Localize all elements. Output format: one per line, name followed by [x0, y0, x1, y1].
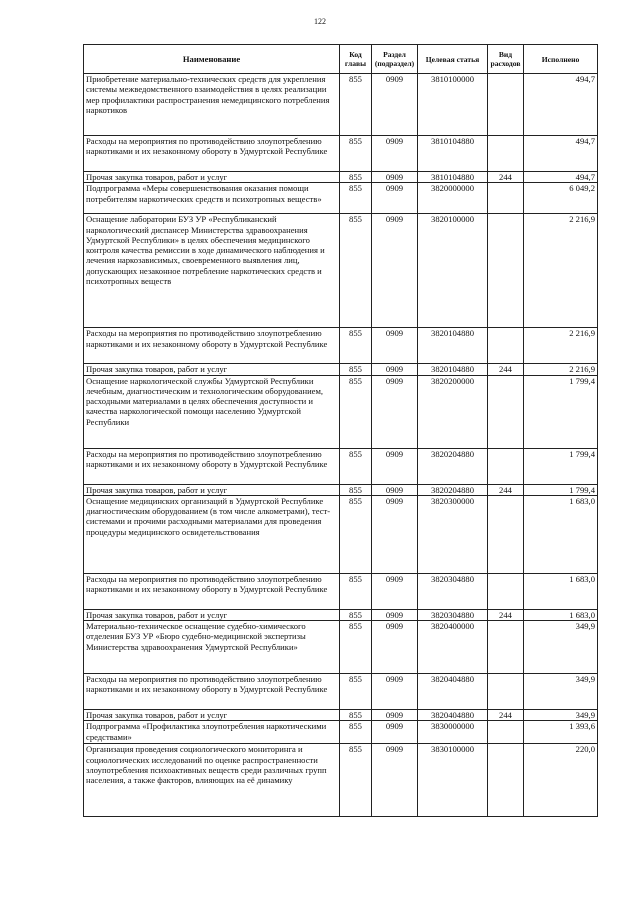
cell-kod: 855 — [340, 364, 372, 375]
cell-celevaya: 3820204880 — [418, 448, 488, 484]
cell-vid — [488, 136, 524, 172]
cell-razdel: 0909 — [372, 495, 418, 573]
cell-ispolneno: 1 683,0 — [524, 609, 598, 620]
cell-name: Расходы на мероприятия по противодействию злоупотреблению наркотиками и их незаконному обороту в Удмуртской Республике — [84, 573, 340, 609]
cell-razdel: 0909 — [372, 214, 418, 328]
cell-celevaya: 3830000000 — [418, 721, 488, 744]
cell-celevaya: 3820000000 — [418, 183, 488, 214]
cell-razdel: 0909 — [372, 710, 418, 721]
cell-razdel: 0909 — [372, 484, 418, 495]
cell-vid — [488, 183, 524, 214]
table-row — [84, 448, 598, 484]
cell-name: Оснащение лаборатории БУЗ УР «Республиканский наркологический диспансер Министерства здравоохранения Удмуртской Республики» в целях обеспечения медицинского контроля качества ремиссии в ходе динамического наблюдения и лечения наркозависимых, своевременного выявления лиц, допускающих незаконное потребление наркотических средств и психотропных веществ — [84, 214, 340, 328]
cell-name: Прочая закупка товаров, работ и услуг — [84, 484, 340, 495]
cell-razdel: 0909 — [372, 183, 418, 214]
table-row — [84, 621, 598, 674]
cell-name: Оснащение наркологической службы Удмуртской Республики лечебным, диагностическим и технологическим оборудованием, расходными материалами в целях обеспечения доступности и качества наркологической помощи населению Удмуртской Республики — [84, 375, 340, 448]
cell-razdel: 0909 — [372, 674, 418, 710]
cell-ispolneno: 494,7 — [524, 74, 598, 136]
cell-razdel: 0909 — [372, 621, 418, 674]
cell-kod: 855 — [340, 495, 372, 573]
cell-ispolneno: 494,7 — [524, 172, 598, 183]
cell-ispolneno: 2 216,9 — [524, 214, 598, 328]
cell-celevaya: 3820304880 — [418, 609, 488, 620]
table-body — [84, 74, 598, 817]
table-row — [84, 495, 598, 573]
cell-kod: 855 — [340, 674, 372, 710]
cell-razdel: 0909 — [372, 448, 418, 484]
cell-celevaya: 3810104880 — [418, 172, 488, 183]
cell-vid — [488, 214, 524, 328]
cell-razdel: 0909 — [372, 744, 418, 817]
table-row — [84, 136, 598, 172]
cell-name: Прочая закупка товаров, работ и услуг — [84, 172, 340, 183]
cell-celevaya: 3820400000 — [418, 621, 488, 674]
cell-ispolneno: 1 393,6 — [524, 721, 598, 744]
header-name: Наименование — [84, 45, 340, 74]
table-row — [84, 183, 598, 214]
cell-kod: 855 — [340, 721, 372, 744]
cell-vid — [488, 674, 524, 710]
cell-celevaya: 3820404880 — [418, 710, 488, 721]
cell-name: Приобретение материально-технических средств для укрепления системы межведомственного взаимодействия в целях реализации мер профилактики распространения немедицинского потребления наркотиков — [84, 74, 340, 136]
cell-vid: 244 — [488, 710, 524, 721]
cell-vid — [488, 495, 524, 573]
cell-razdel: 0909 — [372, 328, 418, 364]
header-ispolneno: Исполнено — [524, 45, 598, 74]
table-row — [84, 573, 598, 609]
cell-name: Материально-техническое оснащение судебно-химического отделения БУЗ УР «Бюро судебно-медицинской экспертизы Министерства здравоохранения Удмуртской Республики» — [84, 621, 340, 674]
table-row — [84, 375, 598, 448]
cell-name: Подпрограмма «Профилактика злоупотребления наркотическими средствами» — [84, 721, 340, 744]
table-row — [84, 484, 598, 495]
cell-kod: 855 — [340, 484, 372, 495]
cell-kod: 855 — [340, 328, 372, 364]
table-row — [84, 172, 598, 183]
cell-name: Расходы на мероприятия по противодействию злоупотреблению наркотиками и их незаконному обороту в Удмуртской Республике — [84, 674, 340, 710]
cell-name: Прочая закупка товаров, работ и услуг — [84, 710, 340, 721]
cell-kod: 855 — [340, 448, 372, 484]
cell-ispolneno: 1 799,4 — [524, 448, 598, 484]
cell-name: Прочая закупка товаров, работ и услуг — [84, 364, 340, 375]
table-row — [84, 364, 598, 375]
cell-razdel: 0909 — [372, 573, 418, 609]
cell-razdel: 0909 — [372, 172, 418, 183]
cell-vid: 244 — [488, 364, 524, 375]
cell-celevaya: 3820304880 — [418, 573, 488, 609]
table-row — [84, 609, 598, 620]
cell-ispolneno: 349,9 — [524, 710, 598, 721]
cell-celevaya: 3820404880 — [418, 674, 488, 710]
cell-kod: 855 — [340, 573, 372, 609]
header-row — [84, 45, 598, 74]
cell-kod: 855 — [340, 214, 372, 328]
cell-celevaya: 3810104880 — [418, 136, 488, 172]
cell-name: Расходы на мероприятия по противодействию злоупотреблению наркотиками и их незаконному обороту в Удмуртской Республике — [84, 448, 340, 484]
budget-table — [83, 44, 598, 817]
header-celevaya: Целевая статья — [418, 45, 488, 74]
cell-ispolneno: 1 683,0 — [524, 573, 598, 609]
cell-ispolneno: 2 216,9 — [524, 364, 598, 375]
cell-celevaya: 3820300000 — [418, 495, 488, 573]
cell-name: Оснащение медицинских организаций в Удмуртской Республике диагностическим оборудованием (в том числе алкометрами), тест-системами и прочими расходными материалами для проведения процедуры медицинского освидетельствования — [84, 495, 340, 573]
cell-kod: 855 — [340, 136, 372, 172]
cell-kod: 855 — [340, 375, 372, 448]
cell-ispolneno: 6 049,2 — [524, 183, 598, 214]
cell-celevaya: 3820200000 — [418, 375, 488, 448]
cell-ispolneno: 349,9 — [524, 621, 598, 674]
cell-name: Прочая закупка товаров, работ и услуг — [84, 609, 340, 620]
cell-ispolneno: 1 799,4 — [524, 375, 598, 448]
cell-celevaya: 3830100000 — [418, 744, 488, 817]
table-row — [84, 674, 598, 710]
cell-vid: 244 — [488, 484, 524, 495]
cell-celevaya: 3820104880 — [418, 364, 488, 375]
cell-celevaya: 3820204880 — [418, 484, 488, 495]
table-row — [84, 74, 598, 136]
cell-vid — [488, 448, 524, 484]
table-row — [84, 721, 598, 744]
cell-celevaya: 3820100000 — [418, 214, 488, 328]
cell-razdel: 0909 — [372, 375, 418, 448]
cell-vid: 244 — [488, 609, 524, 620]
cell-vid — [488, 328, 524, 364]
table-row — [84, 744, 598, 817]
header-razdel: Раздел (подраздел) — [372, 45, 418, 74]
cell-name: Подпрограмма «Меры совершенствования оказания помощи потребителям наркотических средств и психотропных веществ» — [84, 183, 340, 214]
table-row — [84, 328, 598, 364]
cell-kod: 855 — [340, 710, 372, 721]
cell-ispolneno: 220,0 — [524, 744, 598, 817]
cell-celevaya: 3810100000 — [418, 74, 488, 136]
table-row — [84, 710, 598, 721]
cell-kod: 855 — [340, 744, 372, 817]
cell-kod: 855 — [340, 621, 372, 674]
cell-ispolneno: 494,7 — [524, 136, 598, 172]
cell-razdel: 0909 — [372, 136, 418, 172]
cell-razdel: 0909 — [372, 609, 418, 620]
cell-razdel: 0909 — [372, 364, 418, 375]
cell-ispolneno: 1 683,0 — [524, 495, 598, 573]
cell-vid — [488, 621, 524, 674]
cell-vid — [488, 721, 524, 744]
cell-kod: 855 — [340, 172, 372, 183]
cell-vid — [488, 744, 524, 817]
cell-ispolneno: 349,9 — [524, 674, 598, 710]
cell-kod: 855 — [340, 74, 372, 136]
page-number: 122 — [314, 17, 326, 26]
cell-vid: 244 — [488, 172, 524, 183]
cell-ispolneno: 2 216,9 — [524, 328, 598, 364]
cell-celevaya: 3820104880 — [418, 328, 488, 364]
cell-kod: 855 — [340, 183, 372, 214]
cell-vid — [488, 375, 524, 448]
header-kod: Код главы — [340, 45, 372, 74]
cell-razdel: 0909 — [372, 74, 418, 136]
cell-name: Расходы на мероприятия по противодействию злоупотреблению наркотиками и их незаконному обороту в Удмуртской Республике — [84, 328, 340, 364]
table-row — [84, 214, 598, 328]
cell-kod: 855 — [340, 609, 372, 620]
cell-ispolneno: 1 799,4 — [524, 484, 598, 495]
cell-razdel: 0909 — [372, 721, 418, 744]
cell-vid — [488, 573, 524, 609]
header-vid: Вид расходов — [488, 45, 524, 74]
cell-name: Расходы на мероприятия по противодействию злоупотреблению наркотиками и их незаконному обороту в Удмуртской Республике — [84, 136, 340, 172]
cell-vid — [488, 74, 524, 136]
cell-name: Организация проведения социологического мониторинга и социологических исследований по оценке распространенности злоупотребления психоактивных веществ среди различных групп населения, а также факторов, влияющих на её динамику — [84, 744, 340, 817]
